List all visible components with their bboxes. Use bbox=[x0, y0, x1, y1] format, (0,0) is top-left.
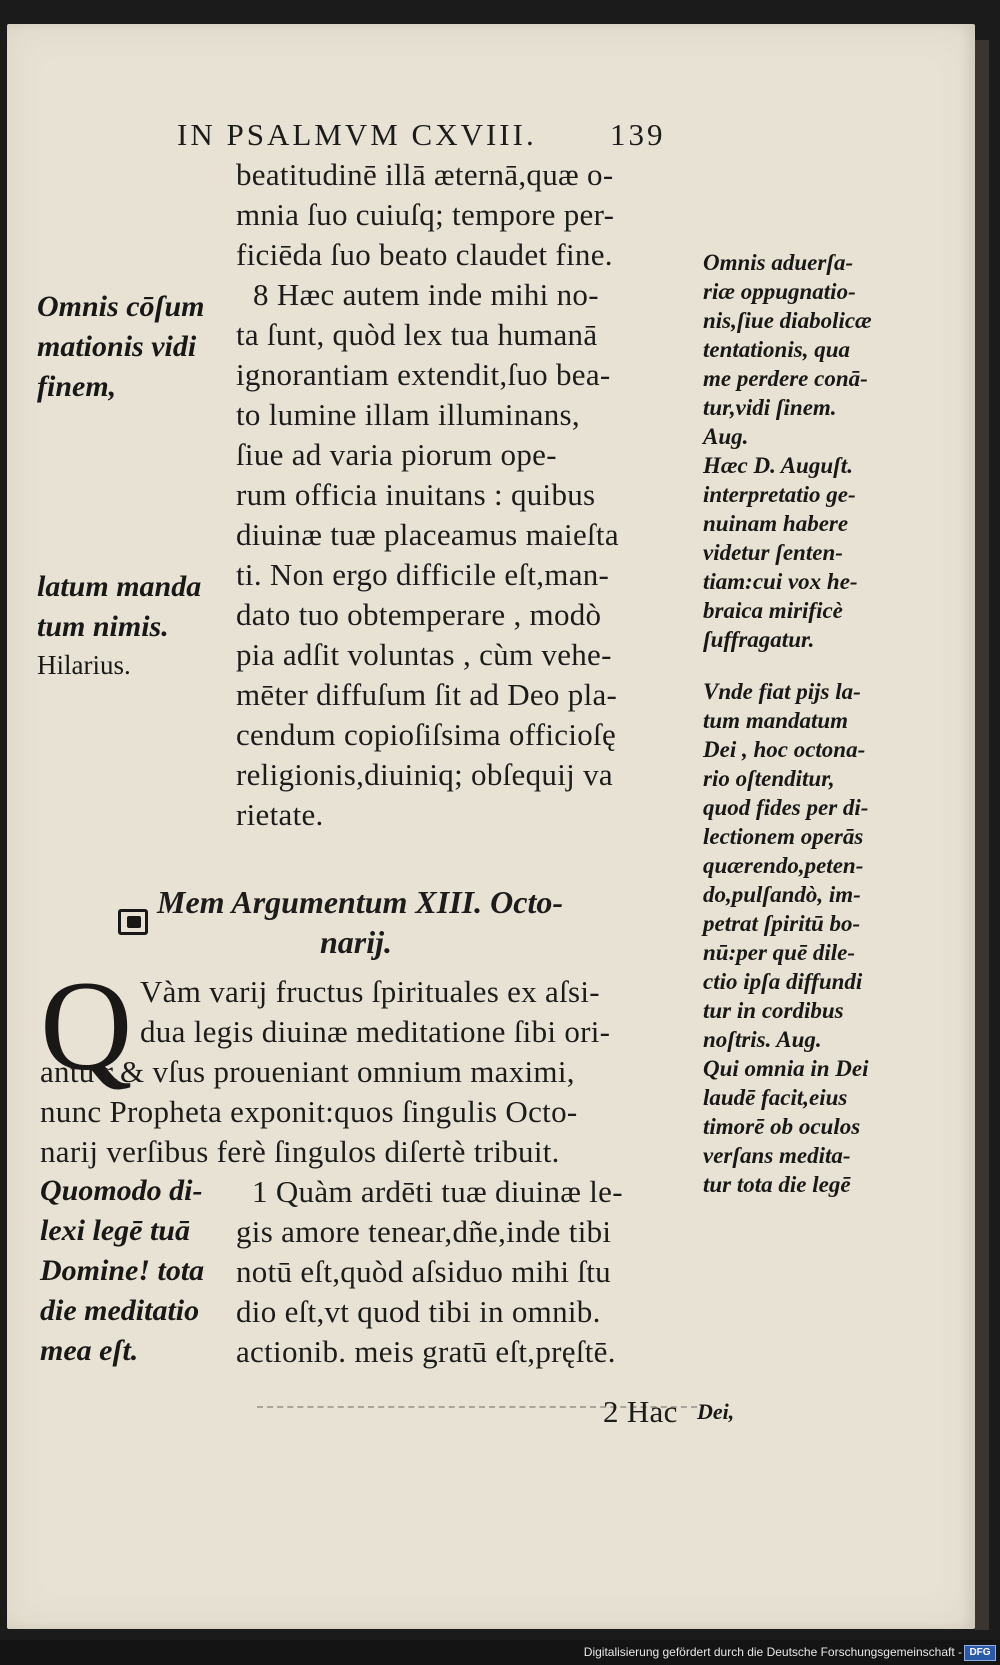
text-line: religionis,diuiniq; obſequij va bbox=[236, 757, 613, 792]
text-line: ta ſunt, quòd lex tua humanā bbox=[236, 317, 598, 352]
right-note-line: interpretatio ge- bbox=[703, 482, 856, 507]
right-note-line: nū:per quē dile- bbox=[703, 940, 856, 965]
text-line: diuinæ tuæ placeamus maieſta bbox=[236, 517, 619, 552]
right-note-line: tur,vidi ſinem. bbox=[703, 395, 837, 420]
right-note-line: do,pulſandò, im- bbox=[703, 882, 861, 907]
text-line: beatitudinē illā æternā,quæ o- bbox=[236, 157, 614, 192]
right-note-line: quærendo,peten- bbox=[703, 853, 864, 878]
text-line: ſiue ad varia piorum ope- bbox=[236, 437, 557, 472]
right-note-line: tum mandatum bbox=[703, 708, 849, 733]
right-note-line: rio oſtenditur, bbox=[703, 766, 835, 791]
left-note-line: lexi legē tuā bbox=[40, 1214, 190, 1247]
text-line: ti. Non ergo difficile eſt,man- bbox=[236, 557, 610, 592]
footer-bar bbox=[0, 1640, 1000, 1665]
text-line: dato tuo obtemperare , modò bbox=[236, 597, 602, 632]
text-line: gis amore tenear,dñe,inde tibi bbox=[236, 1214, 612, 1249]
text-line: mnia ſuo cuiuſq; tempore per- bbox=[236, 197, 615, 232]
text-line: rum officia inuitans : quibus bbox=[236, 477, 596, 512]
text-line: cendum copioſiſsima officioſę bbox=[236, 717, 617, 752]
catchword: 2 Hac bbox=[603, 1394, 678, 1429]
right-note-line: tur in cordibus bbox=[703, 998, 844, 1023]
left-note-line: Domine! tota bbox=[40, 1254, 205, 1287]
section-heading: Mem Argumentum XIII. Octo- bbox=[157, 884, 563, 920]
right-note-line: Aug. bbox=[703, 424, 749, 449]
text-line: ficiēda ſuo beato claudet fine. bbox=[236, 237, 613, 272]
right-note-line: Vnde fiat pijs la- bbox=[703, 679, 861, 704]
text-line: notū eſt,quòd aſsiduo mihi ſtu bbox=[236, 1254, 611, 1289]
hebrew-mem-letter-icon bbox=[118, 909, 148, 935]
right-note-line: timorē ob oculos bbox=[703, 1114, 861, 1139]
right-note-line: Dei , hoc octona- bbox=[703, 737, 866, 762]
right-note-line: nis,ſiue diabolicæ bbox=[703, 308, 872, 333]
text-line: rietate. bbox=[236, 797, 324, 832]
right-note-line: verſans medita- bbox=[703, 1143, 851, 1168]
right-note-line: tentationis, qua bbox=[703, 337, 850, 362]
right-note-line: Hæc D. Auguſt. bbox=[703, 453, 853, 478]
text-line: dio eſt,vt quod tibi in omnib. bbox=[236, 1294, 601, 1329]
text-line: 8 Hæc autem inde mihi no- bbox=[253, 277, 599, 312]
running-title: IN PSALMVM CXVIII. bbox=[177, 117, 537, 152]
left-note-hilarius: Hilarius. bbox=[37, 650, 131, 680]
left-note-line: latum manda bbox=[37, 570, 202, 603]
right-note-line: videtur ſenten- bbox=[703, 540, 843, 565]
text-line: pia adſit voluntas , cùm vehe- bbox=[236, 637, 612, 672]
right-note-line: nuinam habere bbox=[703, 511, 849, 536]
right-note-line: tur tota die legē bbox=[703, 1172, 851, 1197]
right-note-line: tiam:cui vox he- bbox=[703, 569, 858, 594]
text-line: mēter diffuſum ſit ad Deo pla- bbox=[236, 677, 618, 712]
dfg-logo: DFG bbox=[964, 1645, 996, 1661]
text-line: actionib. meis gratū eſt,pręſtē. bbox=[236, 1334, 616, 1369]
left-note-line: Quomodo di- bbox=[40, 1174, 203, 1207]
right-note-line: Qui omnia in Dei bbox=[703, 1056, 869, 1081]
right-note-line: laudē facit,eius bbox=[703, 1085, 848, 1110]
text-line: dua legis diuinæ meditatione ſibi ori- bbox=[140, 1014, 611, 1049]
right-note-line: petrat ſpiritū bo- bbox=[703, 911, 861, 936]
catchword-tail: Dei, bbox=[697, 1399, 735, 1424]
right-note-line: lectionem operās bbox=[703, 824, 864, 849]
text-line: 1 Quàm ardēti tuæ diuinæ le- bbox=[252, 1174, 623, 1209]
section-heading-continued: narij. bbox=[320, 924, 393, 960]
drop-cap-letter: Q bbox=[40, 955, 133, 1097]
right-note-line: ctio ipſa diffundi bbox=[703, 969, 863, 994]
text-line: nunc Propheta exponit:quos ſingulis Octo- bbox=[40, 1094, 578, 1129]
right-note-line: braica mirificè bbox=[703, 598, 843, 623]
right-note-line: noſtris. Aug. bbox=[703, 1027, 822, 1052]
text-line: to lumine illam illuminans, bbox=[236, 397, 580, 432]
text-line: narij verſibus ferè ſingulos diſertè tribuit. bbox=[40, 1134, 560, 1169]
funding-credit: Digitalisierung gefördert durch die Deutsche Forschungsgemeinschaft - bbox=[583, 1645, 962, 1659]
text-line: ignorantiam extendit,ſuo bea- bbox=[236, 357, 611, 392]
left-note-line: finem, bbox=[37, 370, 117, 403]
left-note-line: die meditatio bbox=[40, 1294, 200, 1327]
book-page bbox=[7, 24, 975, 1629]
text-line: antu r,& vſus proueniant omnium maximi, bbox=[40, 1054, 575, 1089]
page-edge-shadow bbox=[975, 40, 989, 1630]
right-note-line: quod fides per di- bbox=[703, 795, 869, 820]
page-number: 139 bbox=[610, 117, 666, 152]
left-note-line: mea eſt. bbox=[40, 1334, 139, 1367]
left-note-line: Omnis cōſum bbox=[37, 290, 205, 323]
text-line: Vàm varij fructus ſpirituales ex aſsi- bbox=[140, 974, 600, 1009]
right-note-line: Omnis aduerſa- bbox=[703, 250, 854, 275]
right-note-line: me perdere conā- bbox=[703, 366, 868, 391]
left-note-line: mationis vidi bbox=[37, 330, 197, 363]
left-note-line: tum nimis. bbox=[37, 610, 169, 643]
right-note-line: ſuffragatur. bbox=[703, 627, 815, 652]
right-note-line: riæ oppugnatio- bbox=[703, 279, 856, 304]
